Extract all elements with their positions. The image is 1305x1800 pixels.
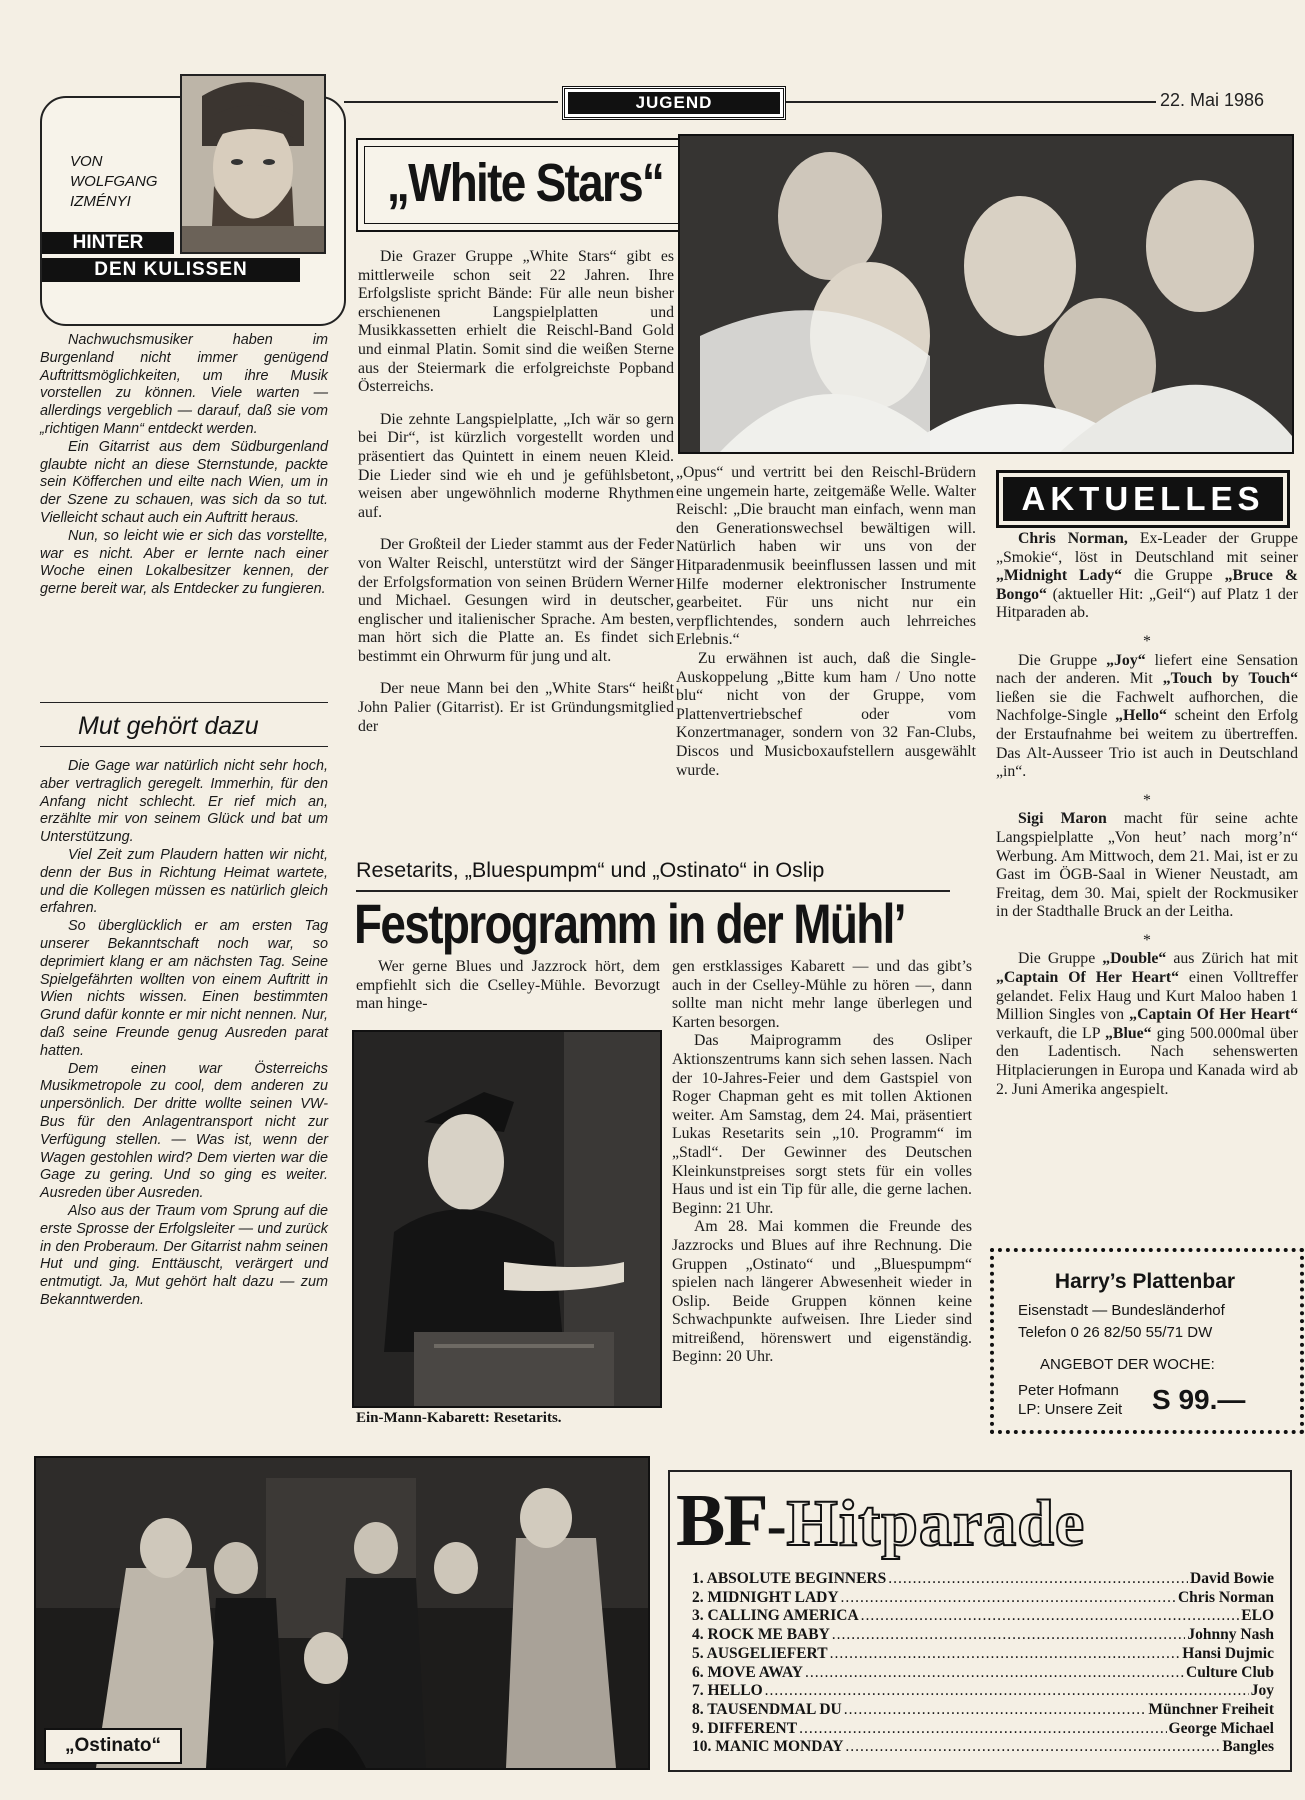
author-portrait xyxy=(182,76,324,252)
ad-lp: LP: Unsere Zeit xyxy=(1018,1401,1123,1418)
hit-entry: 5. AUSGELIEFERT ..... Hansi Dujmic xyxy=(692,1645,1274,1664)
column-badge-hinter: HINTER xyxy=(42,232,174,254)
hit-entry: 1. ABSOLUTE BEGINNERS ..... David Bowie xyxy=(692,1570,1274,1589)
band-photo-graphic xyxy=(680,136,1292,452)
ostinato-photo xyxy=(34,1456,650,1770)
resetarits-photo xyxy=(352,1030,662,1408)
ad-phone: Telefon 0 26 82/50 55/71 DW xyxy=(1018,1324,1213,1341)
aktuelles-star-2: * xyxy=(1143,791,1151,809)
author-photo xyxy=(180,74,326,254)
muehl-col2 xyxy=(672,958,972,1367)
byline-line-2: WOLFGANG xyxy=(70,173,158,190)
hit-entry: 9. DIFFERENT ..... George Michael xyxy=(692,1720,1274,1739)
author-byline xyxy=(70,152,158,212)
aktuelles-p3: Sigi Maron macht für seine achte Langspielplatte „Von heut’ nach morg’n“ Werbung. Am Mittwoch, dem 21. Mai, ist er zu Gast im ÖGB-Saal in Wiener Neustadt, am Freitag, dem 30. Mai, spielt der Rockmusiker in der Stadthalle Bruck an der Leitha. xyxy=(996,810,1299,921)
muehl-p2: Das Maiprogramm des Osliper Aktionszentrums kann sich sehen lassen. Nach der 10-Jahres-Feier und dem Gastspiel von Roger Chapman geht es mit tollen Aktionen weiter. Am Samstag, dem 24. Mai, präsentiert Lukas Resetarits sein „10. Programm“ im „Stadl“. Der Gewinner des Deutschen Kleinkunstpreises sorgt stets für ein volles Haus und ist ein Tip für alle, die gerne lachen. Beginn: 21 Uhr. xyxy=(672,1032,972,1217)
ad-offer: ANGEBOT DER WOCHE: xyxy=(1040,1356,1215,1373)
white-stars-photo xyxy=(678,134,1294,454)
white-stars-p3: Der Großteil der Lieder stammt aus der Feder von Walter Reischl, unterstützt wird der Sänger der Erfolgsformation von seinen Brüdern Werner und Michael. Gesungen wird in deutscher, englischer und italienischer Sprache. Am besten, man hört sich die Platte an. Es findet sich bestimmt ein Ohrwurm für jung und alt. xyxy=(358,536,674,665)
muehl-p1: gen erstklassiges Kabarett — und das gibt’s auch in der Cselley-Mühle zu hören —, dann sollte man nicht mehr lange überlegen und Karten besorgen. xyxy=(672,958,972,1031)
hit-entry: 10. MANIC MONDAY ..... Bangles xyxy=(692,1738,1274,1757)
column-intro-p2: Ein Gitarrist aus dem Südburgenland glaubte nicht an diese Sternstunde, packte sein Köfferchen und eilte nach Wien, um in der Szene zu schauen, was sich da so tut. Vielleicht schaut auch ein Auftritt heraus. xyxy=(40,438,328,526)
column-intro xyxy=(40,332,328,599)
byline-line-1: VON xyxy=(70,153,103,170)
white-stars-p1: Die Grazer Gruppe „White Stars“ gibt es mittlerweile schon seit 22 Jahren. Ihre Erfolgsliste spricht Bände: Für alle neun bisher erschienenen Langspielplatten und Musikkassetten erhielt die Reischl-Band Gold und einmal Platin. Somit sind die weißen Sterne aus der Steiermark die erfolgreichste Popband Österreichs. xyxy=(358,248,674,396)
aktuelles-p4: Die Gruppe „Double“ aus Zürich hat mit „Captain Of Her Heart“ einen Volltreffer gelandet. Felix Haug und Kurt Maloo haben 1 Million Singles von „Captain Of Her Heart“ verkauft, die LP „Blue“ ging 500.000mal über den Ladentisch. Nach sehenswerten Hitplacierungen in Europa und Kanada wird ab 2. Juni Amerika angespielt. xyxy=(996,950,1299,1098)
aktuelles-header xyxy=(996,470,1290,528)
white-stars-headline: „White Stars“ xyxy=(386,153,664,213)
column-body-p1: Die Gage war natürlich nicht sehr hoch, aber vertraglich geregelt. Immerhin, für den Anfang nicht schlecht. Er rief mich an, erzählte mir von seinem Glück und bat um Unterstützung. xyxy=(40,758,328,846)
aktuelles-star-1: * xyxy=(1143,632,1151,650)
hit-entry: 3. CALLING AMERICA ..... ELO xyxy=(692,1607,1274,1626)
hitparade-list xyxy=(692,1570,1274,1757)
hitparade-title xyxy=(676,1480,1284,1562)
hitparade-title-dash: - xyxy=(766,1492,787,1558)
column-body xyxy=(40,758,328,1310)
top-rule-right xyxy=(784,101,1156,103)
column-body-p3: So überglücklich er am ersten Tag unserer Bekanntschaft noch war, so deprimiert klang er am nächsten Tag. Seine Spielgefährten wollten von einem Auftritt in Wien nichts wissen. Einen bestimmten Grund dafür konnte er mir nicht nennen. Nur, daß seine Freunde genug Ausreden parat hatten. xyxy=(40,918,328,1059)
section-label-text: JUGEND xyxy=(568,92,780,114)
hitparade-title-bf: BF xyxy=(676,1480,767,1562)
ad-price: S 99.— xyxy=(1152,1384,1246,1415)
column-body-p4: Dem einen war Österreichs Musikmetropole zu cool, dem anderen zu unpersönlich. Der dritte wollte seinen VW-Bus für den Anlagentransport nicht zur Verfügung stellen. — Was ist, wenn der Wagen gestohlen wird? Dem vierten war die Gage zu gering. Und so ging es weiter. Ausreden über Ausreden. xyxy=(40,1060,328,1202)
white-stars-col2 xyxy=(676,464,976,780)
hit-entry: 8. TAUSENDMAL DU ..... Münchner Freiheit xyxy=(692,1701,1274,1720)
hit-entry: 4. ROCK ME BABY ..... Johnny Nash xyxy=(692,1626,1274,1645)
white-stars-p6: Zu erwähnen ist auch, daß die Single-Auskoppelung „Bitte kum ham / Uno notte blu“ nicht von der Gruppe, vom Plattenvertriebschef oder vom Konzertmanager, sondern von 32 Fan-Clubs, Discos und Musicboxaufstellern ausgewählt wurde. xyxy=(676,649,976,779)
white-stars-p4: Der neue Mann bei den „White Stars“ heißt John Palier (Gitarrist). Er ist Gründungsmitglied der xyxy=(358,680,674,735)
column-intro-p3: Nun, so leicht wie er sich das vorstellte, war es nicht. Aber er lernte nach einer Woche einen Lokalbesitzer kennen, der gerne bereit war, als Entdecker zu fungieren. xyxy=(40,527,328,598)
ostinato-caption-box xyxy=(44,1728,182,1764)
white-stars-col1 xyxy=(358,248,674,736)
top-rule-left xyxy=(344,101,558,103)
muehl-lead xyxy=(356,958,660,1014)
aktuelles-title: AKTUELLES xyxy=(1003,477,1283,521)
column-body-p2: Viel Zeit zum Plaudern hatten wir nicht, denn der Bus in Richtung Heimat wartete, und die Kollegen müssen es natürlich gleich erfahren. xyxy=(40,846,328,917)
column-intro-p1: Nachwuchsmusiker haben im Burgenland nicht immer genügend Auftrittsmöglichkeiten, um ihre Musik vorstellen zu können. Viele warten — allerdings vergeblich — darauf, daß sie vom „richtigen Mann“ entdeckt werden. xyxy=(40,332,328,437)
hit-entry: 7. HELLO ..... Joy xyxy=(692,1682,1274,1701)
section-label xyxy=(562,86,786,120)
white-stars-p5: „Opus“ und vertritt bei den Reischl-Brüdern eine ungemein harte, zeitgemäße Welle. Walter Reischl: „Die braucht man einfach, wenn man den Generationswechsel bewältigen will. Natürlich haben wir uns von der Hitparadenmusik beeinflussen lassen und mit Hilfe moderner elektronischer Instrumente gearbeitet. Für uns nicht nur ein verpflichtendes, sondern auch lehrreiches Erlebnis.“ xyxy=(676,464,976,649)
column-body-p5: Also aus der Traum vom Sprung auf die erste Sprosse der Erfolgsleiter — und zurück in den Proberaum. Der Gitarrist nahm seinen Hut und ging. Enttäuscht, verärgert und entmutigt. Ja, Mut gehört halt dazu — zum Bekanntwerden. xyxy=(40,1202,328,1308)
resetarits-photo-graphic xyxy=(354,1032,660,1406)
muehl-lead-text: Wer gerne Blues und Jazzrock hört, dem empfiehlt sich die Cselley-Mühle. Bevorzugt man hinge- xyxy=(356,958,660,1013)
muehl-headline: Festprogramm in der Mühl’ xyxy=(354,892,905,955)
issue-date: 22. Mai 1986 xyxy=(1160,90,1265,110)
aktuelles-star-3: * xyxy=(1143,931,1151,949)
muehl-overline: Resetarits, „Bluespumpm“ und „Ostinato“ in Oslip xyxy=(356,858,825,882)
white-stars-p2: Die zehnte Langspielplatte, „Ich wär so gern bei Dir“, ist kürzlich vorgestellt worden und präsentiert das Quintett in einem neuen Kleid. Die Lieder sind wie eh und je gefühlsbetont, weisen aber ungewöhnlich moderne Rhythmen auf. xyxy=(358,410,674,521)
aktuelles-body xyxy=(996,530,1298,1099)
ostinato-caption: „Ostinato“ xyxy=(64,1735,162,1756)
aktuelles-p1: Chris Norman, Ex-Leader der Gruppe „Smokie“, löst in Deutschland mit seiner „Midnight Lady“ die Gruppe „Bruce & Bongo“ (aktueller Hit: „Geil“) auf Platz 1 der Hitparaden ab. xyxy=(996,530,1298,622)
column-subhead: Mut gehört dazu xyxy=(78,712,259,740)
ad-artist: Peter Hofmann xyxy=(1018,1382,1119,1399)
ostinato-photo-graphic xyxy=(36,1458,648,1768)
column-rule-2 xyxy=(40,746,328,747)
hit-entry: 2. MIDNIGHT LADY ..... Chris Norman xyxy=(692,1589,1274,1608)
column-badge-kulissen: DEN KULISSEN xyxy=(42,258,300,282)
muehl-p3: Am 28. Mai kommen die Freunde des Jazzrocks und Blues auf ihre Rechnung. Die Gruppen „Ostinato“ und „Bluespumpm“ spielen nach längerer Abwesenheit wieder in Oslip. Beide Gruppen können keine Schwachpunkte aufweisen. Ihre Lieder sind mitreißend, hörenswert und eigenständig. Beginn: 20 Uhr. xyxy=(672,1218,972,1366)
ad-address: Eisenstadt — Bundesländerhof xyxy=(1018,1302,1225,1319)
byline-line-3: IZMÉNYI xyxy=(70,193,131,210)
aktuelles-p2: Die Gruppe „Joy“ liefert eine Sensation nach der anderen. Mit „Touch by Touch“ ließen sie die Fachwelt aufhorchen, die Nachfolge-Single „Hello“ scheint den Erfolg der Erstaufnahme bei weitem zu übertreffen. Das Alt-Ausseer Trio ist auch in Deutschland „in“. xyxy=(996,651,1298,781)
resetarits-caption: Ein-Mann-Kabarett: Resetarits. xyxy=(356,1410,562,1426)
hitparade-title-rest: Hitparade xyxy=(786,1487,1086,1560)
column-rule-1 xyxy=(40,702,328,703)
hit-entry: 6. MOVE AWAY ..... Culture Club xyxy=(692,1664,1274,1683)
ad-title: Harry’s Plattenbar xyxy=(1054,1270,1236,1293)
